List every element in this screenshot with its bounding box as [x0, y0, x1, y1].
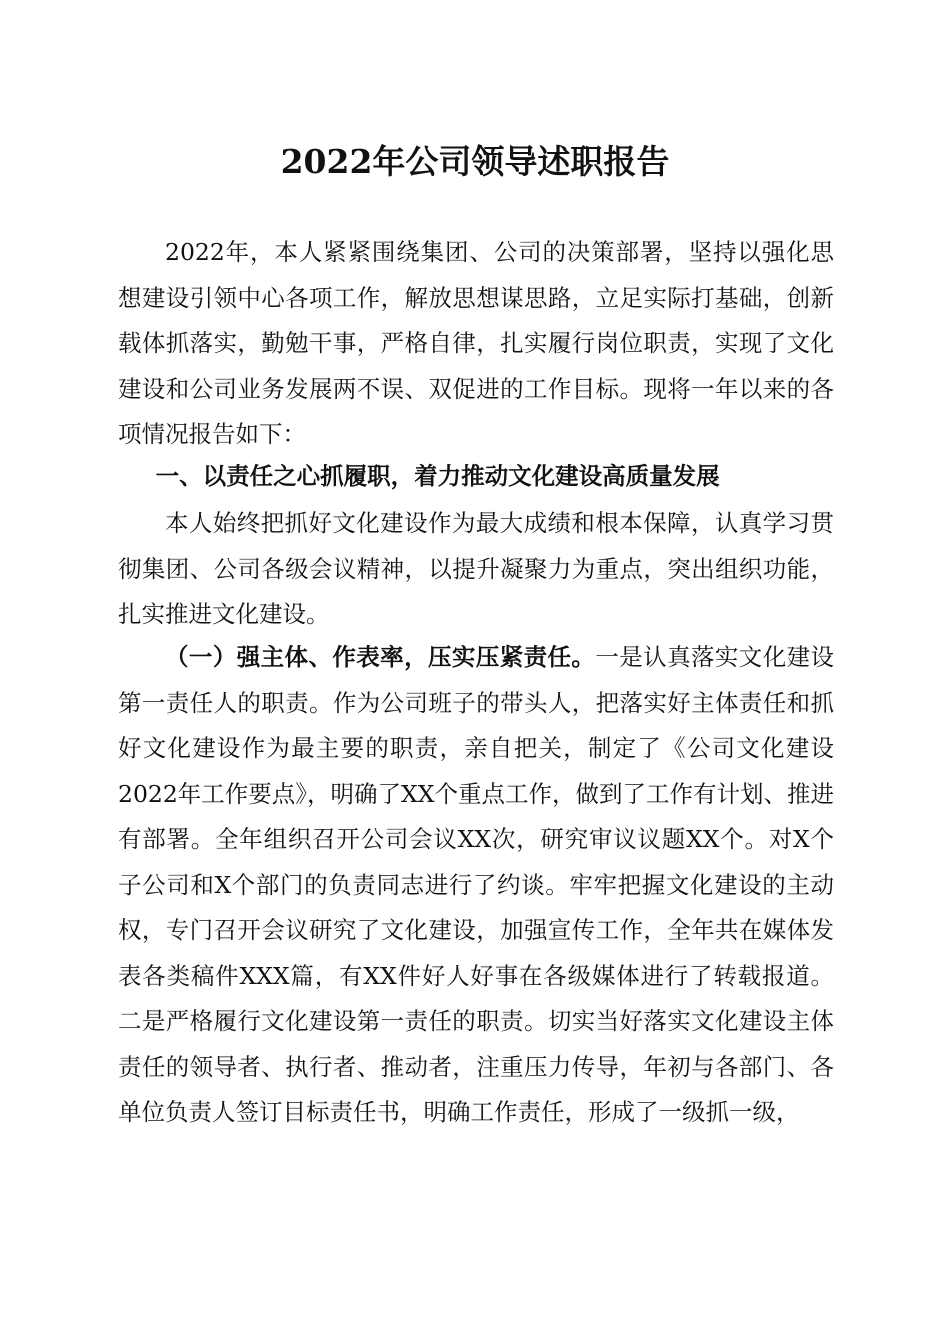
document-title: 2022年公司领导述职报告	[280, 142, 670, 181]
section-heading: 一、以责任之心抓履职，着力推动文化建设高质量发展	[155, 462, 720, 490]
subsection-heading: （一）强主体、作表率，压实压紧责任。	[165, 643, 596, 671]
section-paragraph: 本人始终把抓好文化建设作为最大成绩和根本保障，认真学习贯彻集团、公司各级会议精神，以提升凝聚力为重点，突出组织功能，扎实推进文化建设。	[118, 509, 834, 628]
intro-paragraph: 2022年，本人紧紧围绕集团、公司的决策部署，坚持以强化思想建设引领中心各项工作，解放思想谋思路，立足实际打基础，创新载体抓落实，勤勉干事，严格自律，扎实履行岗位职责，实现了文化建设和公司业务发展两不误、双促进的工作目标。现将一年以来的各项情况报告如下：	[118, 238, 834, 448]
subsection-text: 一是认真落实文化建设第一责任人的职责。作为公司班子的带头人，把落实好主体责任和抓好文化建设作为最主要的职责，亲自把关，制定了《公司文化建设2022年工作要点》，明确了XX个重点工作，做到了工作有计划、推进有部署。全年组织召开公司会议XX次，研究审议议题XX个。对X个子公司和X个部门的负责同志进行了约谈。牢牢把握文化建设的主动权，专门召开会议研究了文化建设，加强宣传工作，全年共在媒体发表各类稿件XXX篇，有XX件好人好事在各级媒体进行了转载报道。二是严格履行文化建设第一责任的职责。切实当好落实文化建设主体责任的领导者、执行者、推动者，注重压力传导，年初与各部门、各单位负责人签订目标责任书，明确工作责任，形成了一级抓一级，	[118, 643, 835, 1126]
subsection-paragraph	[118, 635, 834, 1136]
